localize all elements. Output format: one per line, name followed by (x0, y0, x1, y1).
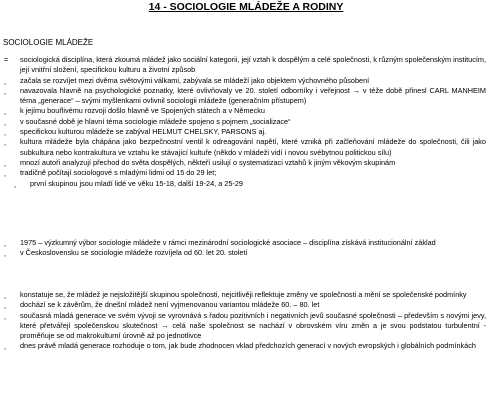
bullet-marker: ¸ (4, 85, 7, 95)
bullet-marker: ¸ (4, 341, 7, 351)
paragraph-block-3 (0, 290, 492, 352)
list-item-text: kultura mládeže byla chápána jako bezpečnostní ventil k odreagování napětí, které vzniká při začleňování mládeže do společnosti, čili jako subkultura nebo kontrakultura ve vztahu ke stávající kultuře (někdo v mládeži vidí i novou svébytnou politickou sílu) (20, 137, 486, 157)
list-item (0, 86, 492, 107)
paragraph-block-2 (0, 238, 492, 259)
bullet-marker: ¸ (4, 300, 7, 310)
bullet-marker: ¸ (4, 310, 7, 320)
bullet-marker: ¸ (4, 116, 7, 126)
list-item-text: navazovala hlavně na psychologické poznatky, které ovlivňovaly ve 20. století odborníky i veřejnost → v téže době přinesl CARL MANHEIM téma „generace“ – svými myšlenkami ovlivnil sociologii mládeže (generačním přístupem) (20, 85, 486, 106)
paragraph-block-1 (0, 55, 492, 189)
bullet-marker: ¸ (14, 178, 17, 188)
list-item-text: v Československu se sociologie mládeže rozvíjela od 60. let 20. století (20, 248, 248, 258)
bullet-marker: ¸ (4, 238, 7, 247)
list-item-text: dochází se k závěrům, že dnešní mládež není vyjmenovanou variantou mládeže 60. – 80. let (20, 300, 320, 310)
list-item (0, 341, 492, 351)
list-item (0, 300, 492, 310)
list-item-text: první skupinou jsou mladí lidé ve věku 15-18, další 19-24, a 25-29 (30, 178, 243, 188)
list-item (0, 55, 492, 76)
list-item (0, 117, 492, 127)
list-item (0, 290, 492, 300)
list-item (0, 127, 492, 137)
chapter-title-text: 14 - SOCIOLOGIE MLÁDEŽE A RODINY (148, 1, 344, 13)
list-item-text: sociologická disciplína, která zkoumá mládež jako sociální kategorii, její vztah k dospělým a celé společnosti, k různým společenským institucím, její vnitřní složení, specifickou kulturu a životní způsob (20, 55, 486, 75)
list-item (0, 76, 492, 86)
list-item-text: specifickou kulturou mládeže se zabýval HELMUT CHELSKY, PARSONS aj. (20, 127, 267, 137)
bullet-marker: ¸ (4, 127, 7, 137)
list-item (0, 179, 492, 189)
list-item (0, 238, 492, 248)
list-item (0, 168, 492, 178)
bullet-marker: ¸ (4, 75, 7, 85)
section-heading: SOCIOLOGIE MLÁDEŽE (3, 38, 94, 47)
list-item-text: tradičně počítají sociologové s mladými lidmi od 15 do 29 let; (20, 168, 217, 178)
list-item (0, 137, 492, 158)
list-item (0, 311, 492, 342)
list-item (0, 158, 492, 168)
list-item-text: k jejímu bouřlivému rozvoji došlo hlavně ve Spojených státech a v Německu (20, 106, 265, 116)
bullet-marker: = (4, 55, 9, 64)
list-item-text: dnes právě mladá generace rozhoduje o tom, jak bude zhodnocen vklad předchozích generací v nových evropských i globálních podmínkách (20, 341, 476, 351)
chapter-title (0, 0, 492, 14)
bullet-marker: ¸ (4, 290, 7, 299)
list-item (0, 248, 492, 258)
list-item-text: 1975 – výzkumný výbor sociologie mládeže v rámci mezinárodní sociologické asociace – disciplína získává institucionální základ (20, 238, 436, 247)
bullet-marker: ¸ (4, 168, 7, 178)
bullet-marker: ¸ (4, 157, 7, 167)
list-item-text: začala se rozvíjet mezi dvěma světovými válkami, zabývala se mládeží jako objektem výchovného působení (20, 75, 370, 85)
bullet-marker: ¸ (4, 106, 7, 116)
list-item-text: současná mladá generace ve svém vývoji se vyrovnává s řadou pozitivních i negativních jevů současné společnosti – především s novými jevy, které přetvářejí společenskou skutečnost → celá naše společnost se nachází v obrovském víru změn a je svou podstatou turbulentní - proměňuje se od makrokulturní úrovně až po jednotlivce (20, 310, 486, 341)
bullet-marker: ¸ (4, 137, 7, 147)
list-item-text: konstatuje se, že mládež je nejsložitější skupinou společnosti, nejcitlivěji reflektuje změny ve společnosti a mění se společenské podmínky (20, 290, 467, 299)
list-item-text: v současné době je hlavní téma sociologie mládeže spojeno s pojmem „socializace“ (20, 116, 291, 126)
bullet-marker: ¸ (4, 248, 7, 258)
list-item-text: mnozí autoři analyzují přechod do světa dospělých, někteří usilují o systematizaci vztahů k jiným věkovým skupinám (20, 157, 396, 167)
list-item (0, 106, 492, 116)
